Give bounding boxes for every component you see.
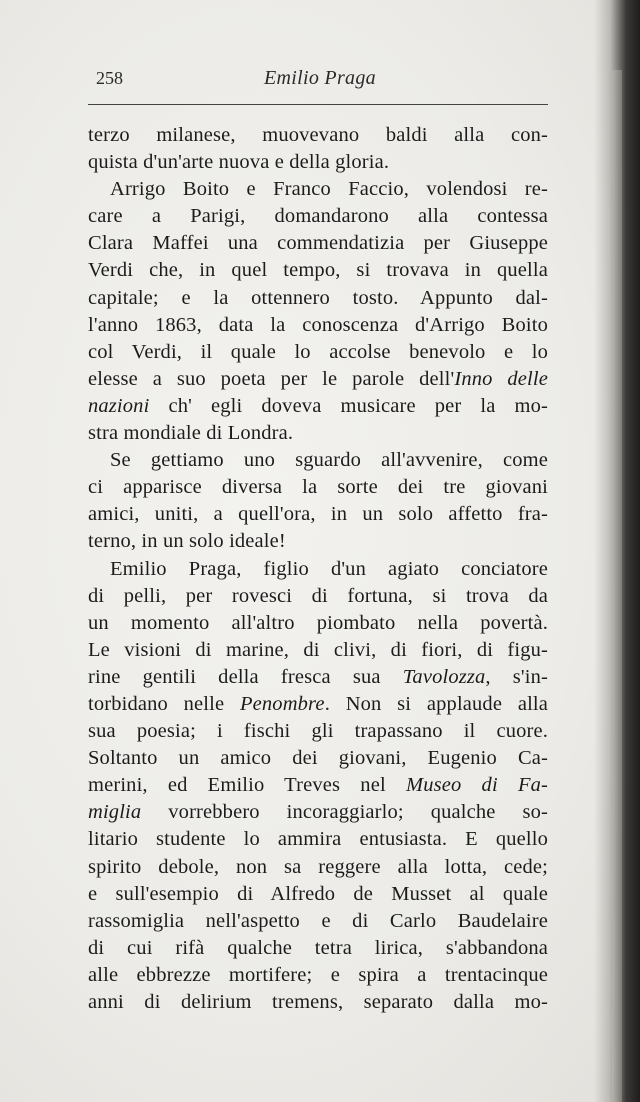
page-header [86, 64, 548, 94]
text-line: litario studente lo ammira entusiasta. E quello [88, 828, 548, 851]
page-edge [612, 70, 622, 1102]
page-number: 258 [96, 68, 123, 88]
text-line: care a Parigi, domandarono alla contessa [88, 205, 548, 228]
text-line: torbidano nelle Penombre. Non si applaude alla [88, 692, 549, 715]
text-line: Emilio Praga, figlio d'un agiato conciatore [110, 557, 548, 580]
italic-title: Museo di Fa- [405, 774, 549, 797]
header-rule [88, 104, 548, 105]
text-line: merini, ed Emilio Treves nel Museo di Fa- [88, 774, 549, 797]
text-line: terzo milanese, muovevano baldi alla con- [88, 124, 548, 146]
text-line: stra mondiale di Londra. [88, 422, 294, 445]
italic-title: nazioni [88, 394, 150, 417]
running-head: Emilio Praga [264, 67, 376, 89]
text-line: Soltanto un amico dei giovani, Eugenio Ca- [88, 747, 548, 770]
text-line: ci apparisce diversa la sorte dei tre giovani [88, 476, 548, 499]
text-line: di pelli, per rovesci di fortuna, si trova da [88, 584, 548, 607]
italic-title: Tavolozza [402, 665, 486, 688]
text-line: alle ebbrezze mortifere; e spira a trentacinque [88, 963, 548, 986]
text-line: Clara Maffei una commendatizia per Giuseppe [88, 232, 548, 255]
text-line: Le visioni di marine, di clivi, di fiori, di figu- [88, 638, 548, 661]
italic-title: Inno delle [454, 367, 548, 390]
text-line: anni di delirium tremens, separato dalla mo- [88, 991, 548, 1013]
text-line: rine gentili della fresca sua Tavolozza, s'in- [88, 665, 548, 688]
text-line: di cui rifà qualche tetra lirica, s'abbandona [88, 936, 548, 959]
body-text [88, 122, 548, 1016]
text-line: rassomiglia nell'aspetto e di Carlo Baudelaire [88, 909, 548, 932]
text-line: un momento all'altro piombato nella povertà. [88, 611, 548, 634]
text-line: miglia vorrebbero incoraggiarlo; qualche so- [88, 801, 548, 824]
text-line: quista d'un'arte nuova e della gloria. [88, 151, 390, 174]
text-line: Se gettiamo uno sguardo all'avvenire, come [110, 449, 548, 472]
text-line: amici, uniti, a quell'ora, in un solo affetto fra- [88, 503, 548, 526]
italic-title: miglia [88, 801, 142, 824]
text-line: spirito debole, non sa reggere alla lotta, cede; [88, 855, 548, 878]
text-line: Arrigo Boito e Franco Faccio, volendosi re- [110, 178, 548, 201]
text-line: Verdi che, in quel tempo, si trovava in quella [88, 259, 548, 282]
text-line: e sull'esempio di Alfredo de Musset al quale [88, 882, 548, 905]
text-line: sua poesia; i fischi gli trapassano il cuore. [88, 720, 548, 743]
text-line: nazioni ch' egli doveva musicare per la mo- [88, 394, 548, 417]
text-line: col Verdi, il quale lo accolse benevolo e lo [88, 340, 548, 363]
text-line: l'anno 1863, data la conoscenza d'Arrigo Boito [88, 313, 548, 336]
italic-title: Penombre [239, 692, 325, 715]
text-line: terno, in un solo ideale! [88, 530, 286, 553]
text-line: elesse a suo poeta per le parole dell'Inno delle [88, 367, 548, 390]
text-line: capitale; e la ottennero tosto. Appunto dal- [88, 286, 548, 309]
